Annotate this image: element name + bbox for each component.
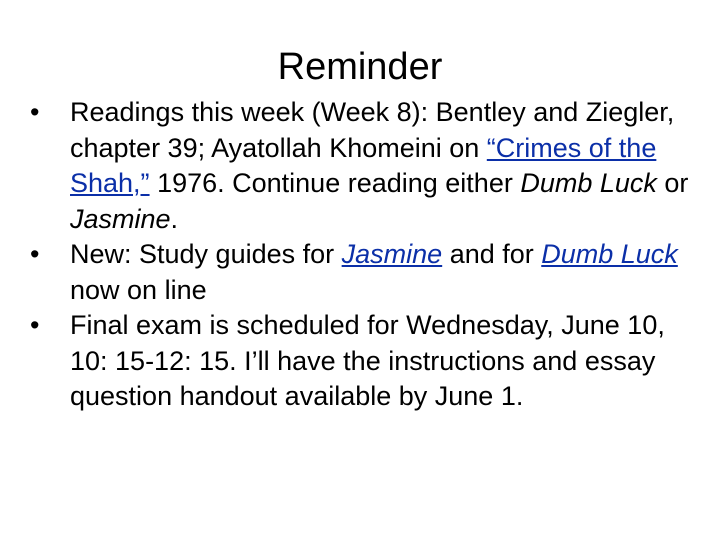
bullet-text: 1976. Continue reading either (149, 168, 521, 198)
bullet-readings (26, 95, 706, 237)
bullet-text: or (656, 168, 689, 198)
bullet-text: now on line (70, 274, 207, 305)
bullet-study-guides (26, 237, 706, 308)
slide-title: Reminder (277, 46, 443, 88)
bullet-dot: • (30, 239, 40, 269)
bullet-text: Final exam is scheduled for Wednesday, June 10, 10: 15-12: 15. I’ll have the instructions and essay question handout available by June 1. (70, 310, 665, 411)
book-title-dumb-luck: Dumb Luck (520, 168, 657, 198)
dumb-luck-study-guide-link[interactable]: Dumb Luck (541, 239, 678, 269)
book-title-jasmine: Jasmine (70, 203, 171, 234)
bullet-list (26, 95, 706, 415)
bullet-text: . (170, 203, 179, 234)
bullet-text: Readings this week (Week 8): Bentley and Ziegler, chapter 39; Ayatollah Khomeini on (70, 97, 675, 163)
bullet-text: New: Study guides for (70, 239, 342, 269)
jasmine-study-guide-link[interactable]: Jasmine (341, 239, 443, 269)
bullet-dot: • (30, 97, 40, 127)
bullet-final-exam (26, 308, 706, 415)
bullet-text: and for (442, 239, 542, 269)
crimes-of-the-shah-link[interactable]: “Crimes of the Shah,” (70, 132, 657, 198)
bullet-dot: • (30, 310, 40, 340)
